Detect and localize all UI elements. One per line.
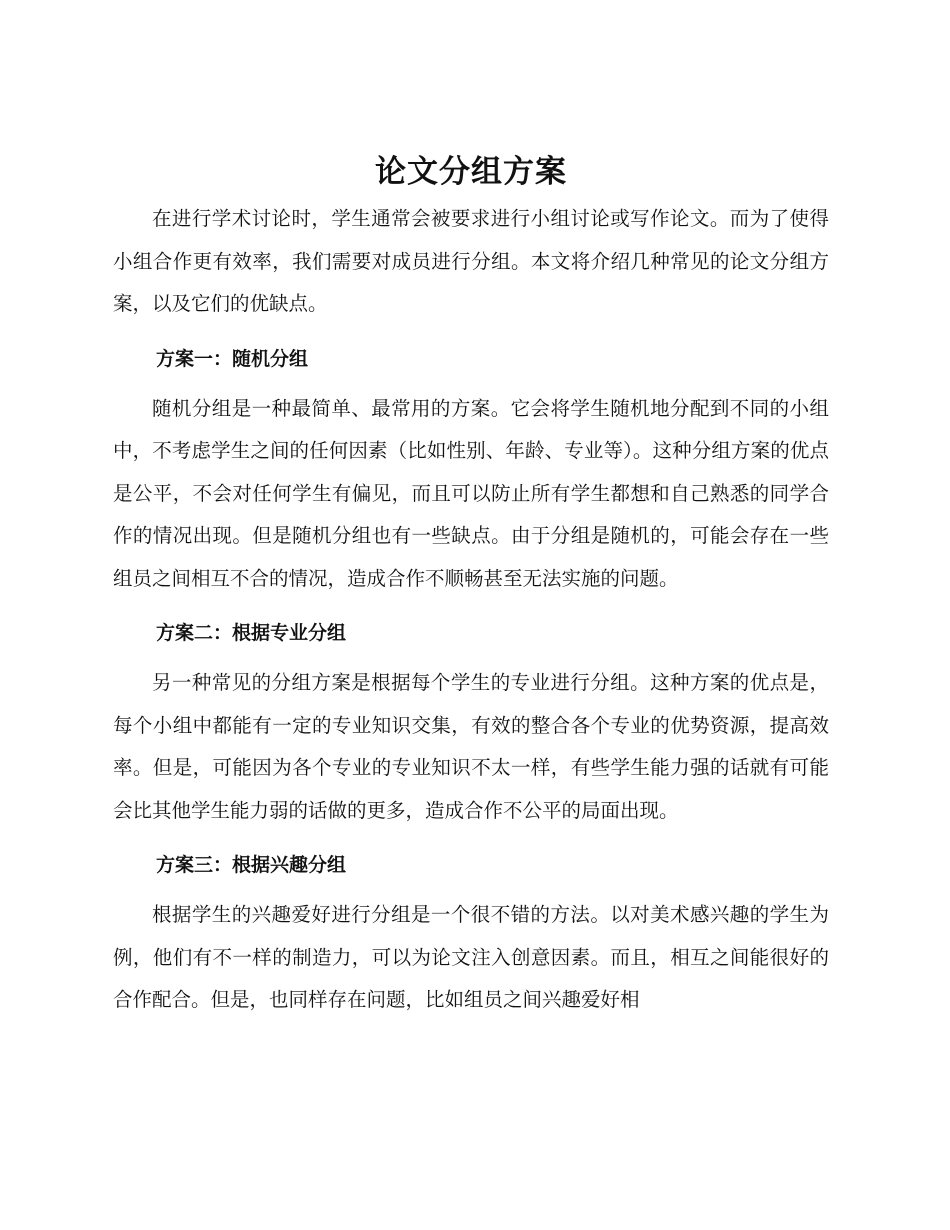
section-body-interest: 根据学生的兴趣爱好进行分组是一个很不错的方法。以对美术感兴趣的学生为例，他们有不一样的制造力，可以为论文注入创意因素。而且，相互之间能很好的合作配合。但是，也同样存在问题，比如组员之间兴趣爱好相	[113, 903, 829, 1011]
section-heading-major: 方案二：根据专业分组	[156, 622, 347, 644]
section-heading-random: 方案一：随机分组	[156, 347, 309, 370]
section-body-random: 随机分组是一种最简单、最常用的方案。它会将学生随机地分配到不同的小组中，不考虑学生之间的任何因素（比如性别、年龄、专业等）。这种分组方案的优点是公平，不会对任何学生有偏见，而且可以防止所有学生都想和自己熟悉的同学合作的情况出现。但是随机分组也有一些缺点。由于分组是随机的，可能会存在一些组员之间相互不合的情况，造成合作不顺畅甚至无法实施的问题。	[113, 396, 829, 590]
section-heading-interest: 方案三：根据兴趣分组	[156, 854, 347, 876]
intro-paragraph: 在进行学术讨论时，学生通常会被要求进行小组讨论或写作论文。而为了使得小组合作更有效率，我们需要对成员进行分组。本文将介绍几种常见的论文分组方案，以及它们的优缺点。	[113, 207, 829, 315]
document-title: 论文分组方案	[375, 154, 567, 190]
section-body-major: 另一种常见的分组方案是根据每个学生的专业进行分组。这种方案的优点是，每个小组中都能有一定的专业知识交集，有效的整合各个专业的优势资源，提高效率。但是，可能因为各个专业的专业知识不太一样，有些学生能力强的话就有可能会比其他学生能力弱的话做的更多，造成合作不公平的局面出现。	[113, 671, 829, 822]
document-content	[113, 150, 829, 1022]
